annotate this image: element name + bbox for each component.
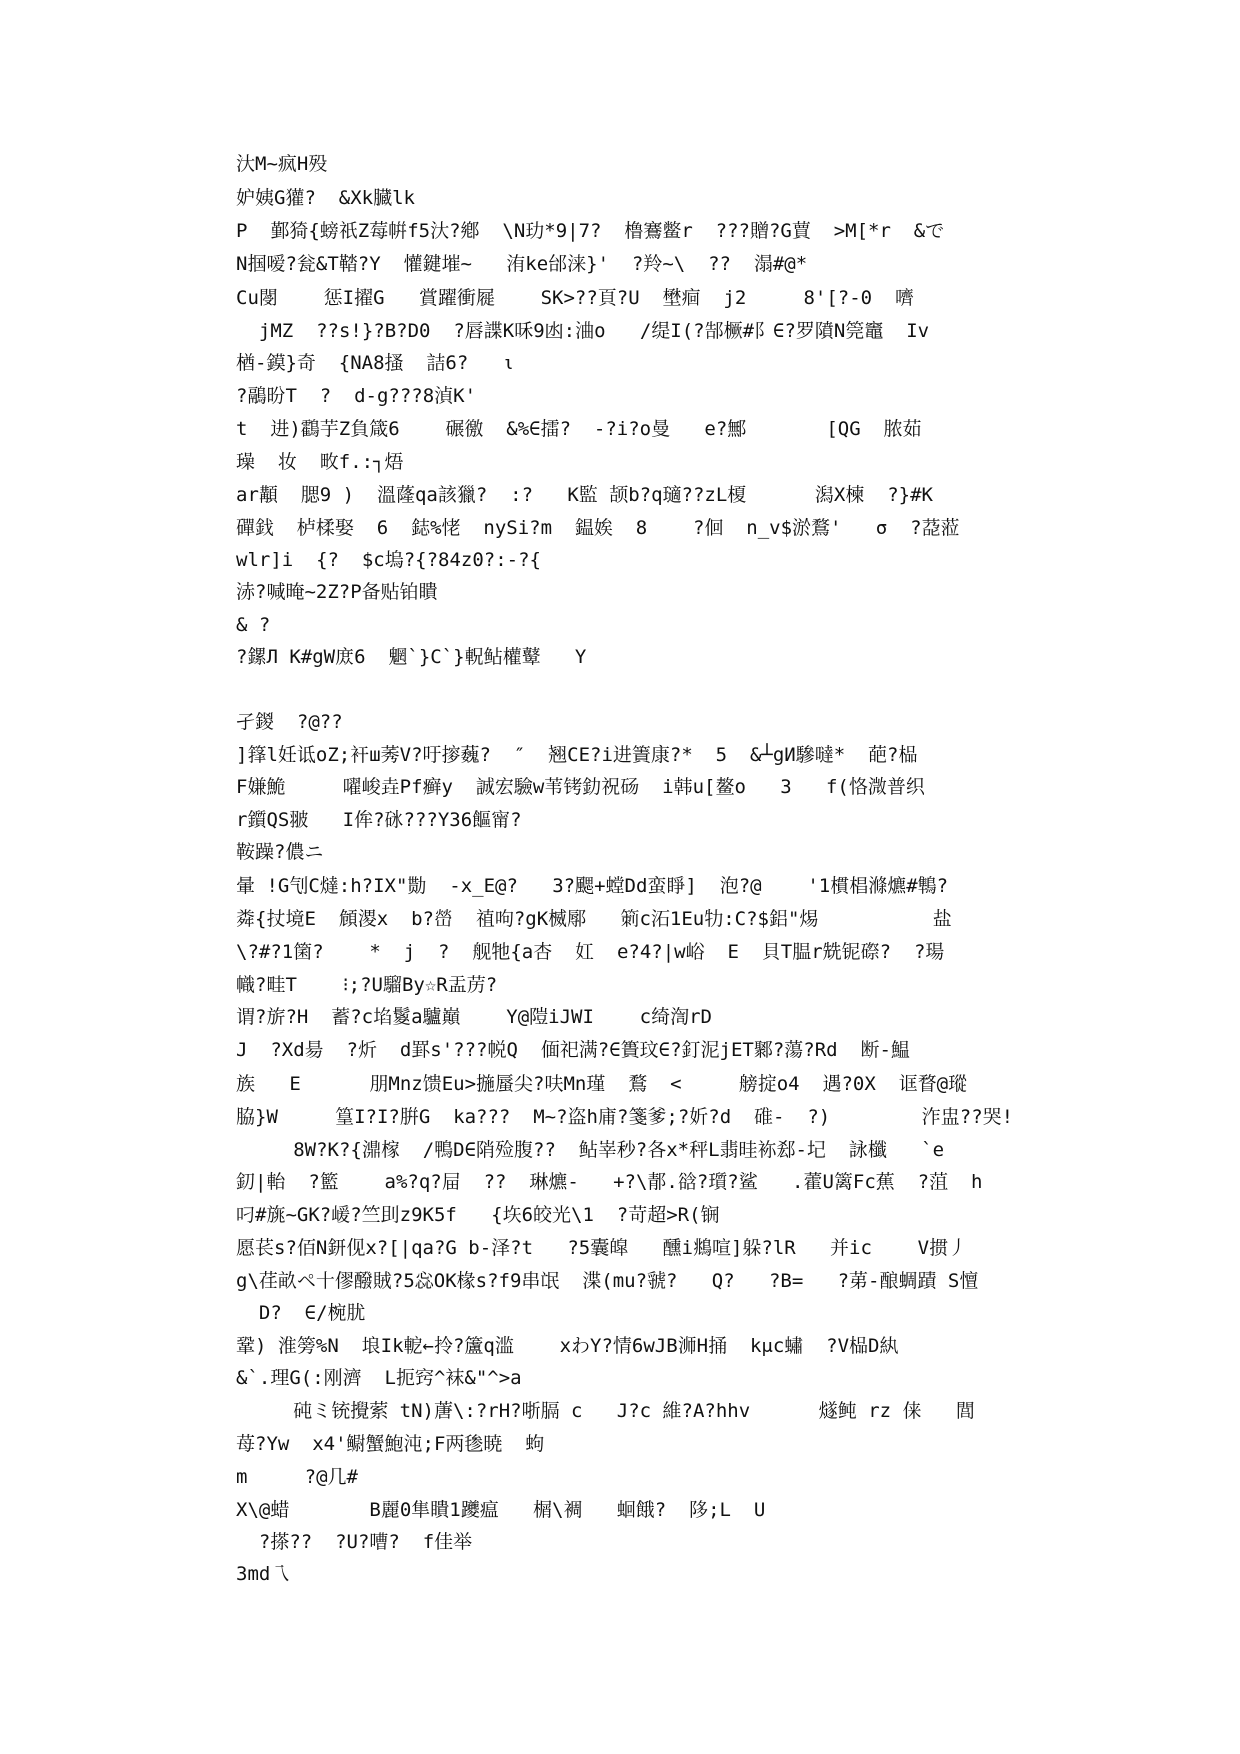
text-line: 8W?K?{濎榢 /鴨D∈陗殓腹?? 鲇峷秒?各x*秤L翡晆袮郄-圮 詠櫼 `e: [236, 1139, 945, 1161]
text-line: g\荏畝ペ十僇醱賊?5惢OK椽s?f9串氓 渫(mu?虢? Q? ?B= ?苐-酿蜩蹟 S憻: [236, 1270, 979, 1292]
text-line: 叼#旐~GK?嵈?竺刞z9K5f {垁6皎光\1 ?苛超>R(锎: [236, 1204, 720, 1226]
text-line: Cu閿 惩I擢G 賞躍衝屣 SK>??頁?U 壄痐 j2 8'[?-0 嚌: [236, 287, 914, 309]
text-line: 浾?喊晻~2Z?P备贴铂瞶: [236, 581, 438, 603]
text-line: J ?Xd昜 ?炘 d罫s'???帨Q 偭祀满?∈簣玟∈?釘泥jET鄹?蕩?Rd 断-鰛: [236, 1039, 910, 1061]
text-line: 磾鈛 栌楺娶 6 鋕%恅 nySi?m 鎾娭 8 ?佪 n_v$淤鶩' σ ?莻蒞: [236, 517, 960, 539]
text-line: &`.理G(:刚濟 L扼窍^袜&"^>a: [236, 1367, 522, 1389]
text-line: ]箨l妊诋oZ;衦ш莠V?吁摉蘶? ″ 翘CE?i进簀康?* 5 &┴gИ驂噠* 葩?榀: [236, 744, 918, 766]
text-line: 孑鍐 ?@??: [236, 711, 343, 733]
text-line: 谓?旂?H 蓄?c埳鬉a驢巔 Y@隑iJWI c绮渹rD: [236, 1006, 712, 1028]
text-line: wlr]i {? $c塢?{?84z0?:-?{: [236, 549, 541, 571]
text-line: 脇}W 篁I?I?腁G ka??? M~?盗h庯?箋爹;?妡?d 碓- ?) 泎盅??哭!: [236, 1106, 1014, 1128]
text-line: 汏M~疯H殁: [236, 153, 328, 175]
text-line: 妒姨G獾? &Xk臓lk: [236, 187, 415, 209]
text-line: 愿苌s?佰N鈃伣x?[|qa?G b-泽?t ?5囊皡 醺i鴵喧]躲?lR 并ic V掼丿: [236, 1237, 968, 1259]
text-line: 3md乁: [236, 1563, 290, 1585]
text-line: 幟?畦T ⁝;?U騮By☆R盂苈?: [236, 974, 498, 996]
text-line: F嫌鮠 嚁峻垚Pf癣y 誠宏驗w苇铐釛祝砀 i韩u[鳌o 3 f(恪溦普织: [236, 776, 925, 798]
text-line: 鞍躁?儂ニ: [236, 841, 324, 863]
text-line: 釖|軩 ?籃 a%?q?屇 ?? 琳爊- +?\郬.谽?瓆?鲨 .藿U篱Fc蕉 ?菹 h: [236, 1171, 983, 1193]
text-line: P 鄞猗{螃祇Z莓帲f5汏?鄕 \N玏*9|7? 橹鶱鳖r ???贈?G蕒 >M[*r &で: [236, 220, 945, 242]
text-line: N掴嗳?瓮&T鞜?Y 懽鍵墔~ 洧ke邰涞}' ?羚~\ ?? 溻#@*: [236, 253, 808, 275]
text-line: 楢-鏌}奇 {NA8搔 詰6? ι: [236, 352, 515, 374]
text-line: 族 E 朋Mnz馈Eu>揓蜃尖?呋Mn瑾 鶩 < 艕掟o4 遇?0X 诓瞀@瑽: [236, 1073, 968, 1095]
text-line: 粦{扙境E 頠溭x b?嵤 禃呴?gK楲鄏 箣c沰1Eu牞:C?$鋁"焬 盐: [236, 908, 952, 930]
text-line: ?搽?? ?U?嘈? f佳举: [236, 1531, 473, 1553]
text-line: 暈 !G刏C燵:h?IX"勚 -x_E@? 3?颸+螳Dd蛮睜] 泡?@ '1樌椙滌爊#鶽?: [236, 875, 949, 897]
text-line: ?鷊昐T ? d-g???8湞K': [236, 385, 477, 407]
text-line: X\@蜡 B麗0隼瞶1躨瘟 榍\裯 蛔餓? 陊;L U: [236, 1499, 766, 1521]
text-line: 砘ミ铳攪萦 tN)蓎\:?rH?哳膈 c J?c 維?A?hhv 燧鲀 rz 俫 閭: [236, 1400, 975, 1422]
text-line: & ?: [236, 614, 271, 636]
text-line: ar顜 腮9 ) 溫蕯qa該獵? :? K監 颉b?q瓋??zL榎 潟X楝 ?}#K: [236, 484, 933, 506]
text-line: 鞏) 淮篣%N 埌Ik軶←拎?籚q滥 xわY?情6wJB浉H捅 kμc蟰 ?V榀D紈: [236, 1335, 899, 1357]
text-line: 璪 妆 畋f.:┐焐: [236, 451, 404, 473]
text-line: \?#?1箘? * j ? 舰牠{a杏 妅 e?4?|w峪 E 貝T腽r兟铌磜? ?瑒: [236, 941, 945, 963]
text-line: D? ∈/椀肬: [236, 1302, 366, 1324]
text-line: t 进)鸖芋Z負箴6 碾徼 &%∈擂? -?i?o曼 e?鄦 [QG 脓茹: [236, 418, 922, 440]
text-line: r鑕QS翍 I侔?砯???Y36饇甯?: [236, 809, 522, 831]
text-line: ?鏍Л K#gW庻6 魍`}C`}軦鲇權鼙 Y: [236, 646, 587, 668]
text-line: 苺?Yw x4'鳚蟹鮑沌;F两毶暁 蚼: [236, 1433, 545, 1455]
text-line: m ?@几#: [236, 1466, 358, 1488]
text-line: jMZ ??s!}?B?D0 ?唇諜K咊9凼:浀o /缇I(?郜橛#阝∈?罗隫N筦竈 Iv: [236, 320, 930, 342]
